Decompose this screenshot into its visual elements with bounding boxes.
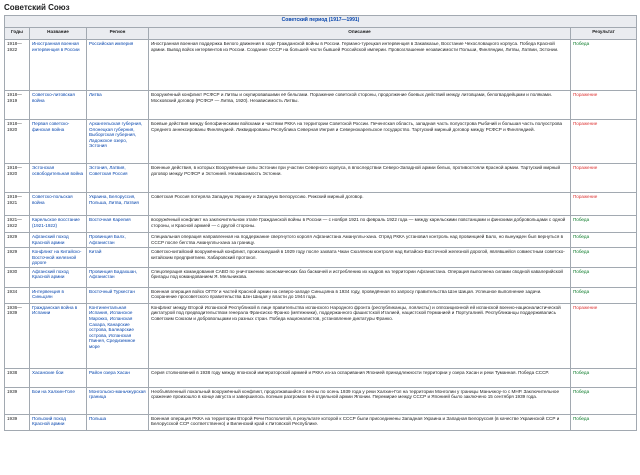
row-region-link[interactable]: Эстония, Латвия, Советская Россия bbox=[87, 164, 149, 193]
row-years: 1918—1920 bbox=[5, 164, 30, 193]
row-region-link[interactable]: Восточная Карелия bbox=[87, 216, 149, 233]
row-region-link[interactable]: Китай bbox=[87, 248, 149, 268]
row-result: Поражение bbox=[571, 303, 637, 368]
row-name-link[interactable]: Бои на Халхин-Голе bbox=[30, 387, 87, 414]
period-header bbox=[5, 16, 637, 28]
row-result: Поражение bbox=[571, 120, 637, 164]
period-title-link[interactable]: Советский период (1917—1991) bbox=[281, 17, 360, 23]
row-description: Специальная операция направленная на поддержание свергнутого короля Афганистана Амануллы-хана. Отряд РККА установил контроль над провинцией Балх, но вынужден был вернуться в СССР после бегства Амануллы-хана за границу. bbox=[149, 233, 571, 248]
row-years: 1938 bbox=[5, 368, 30, 387]
table-row bbox=[5, 120, 637, 164]
row-name-link[interactable]: Эстонская освободительная война bbox=[30, 164, 87, 193]
row-region-link[interactable]: Район озера Хасан bbox=[87, 368, 149, 387]
row-years: 1921—1922 bbox=[5, 216, 30, 233]
row-result: Победа bbox=[571, 40, 637, 91]
row-description: Советско-китайский вооружённый конфликт, произошедший в 1929 году после захвата Чжан Сюэляном контроля над Китайско-Восточной железной дорогой, являвшейся совместным советско-китайским предприятием. Хабаровский протокол. bbox=[149, 248, 571, 268]
wars-table bbox=[4, 15, 637, 431]
row-description: Советская Россия потеряла Западную Украину и Западную Белоруссию. Рижский мирный договор. bbox=[149, 193, 571, 216]
header-years[interactable]: Годы bbox=[5, 28, 30, 40]
row-result: Поражение bbox=[571, 91, 637, 120]
row-name-link[interactable]: Советско-литовская война bbox=[30, 91, 87, 120]
row-name-link[interactable]: Гражданская война в Испании bbox=[30, 303, 87, 368]
row-region-link[interactable]: Континентальная Испания, Испанское Марокко, Испанская Сахара, Канарские острова, Балеарские острова, Испанская Гвинея, Средиземное море bbox=[87, 303, 149, 368]
row-years: 1918—1919 bbox=[5, 91, 30, 120]
table-row bbox=[5, 233, 637, 248]
table-row bbox=[5, 387, 637, 414]
row-region-link[interactable]: Архангельская губерния, Олонецкая губерния, Выборгская губерния, Ладожское озеро, Эстония bbox=[87, 120, 149, 164]
row-name-link[interactable]: Афганский поход Красной армии bbox=[30, 267, 87, 287]
row-name-link[interactable]: Хасанские бои bbox=[30, 368, 87, 387]
table-row bbox=[5, 216, 637, 233]
table-row bbox=[5, 414, 637, 430]
row-name-link[interactable]: Карельское восстание (1921-1922) bbox=[30, 216, 87, 233]
row-region-link[interactable]: Российская империя bbox=[87, 40, 149, 91]
row-result: Победа bbox=[571, 233, 637, 248]
table-body bbox=[5, 40, 637, 431]
row-years: 1929 bbox=[5, 248, 30, 268]
row-result: Победа bbox=[571, 248, 637, 268]
row-years: 1918—1920 bbox=[5, 120, 30, 164]
table-row bbox=[5, 267, 637, 287]
row-description: Боевые действия между белофиннскими войсками и частями РККА на территории Советской России. Печенгская область, западная часть полуострова Рыбачий и большая часть полуострова Среднего аннексированы Финляндией. Ликвидированы Республика Северная Ингрия и Севернокарельское государство. Тартуский мирный договор между РСФСР и Финляндией. bbox=[149, 120, 571, 164]
row-years: 1918—1922 bbox=[5, 40, 30, 91]
row-description: Спецоперация командования САВО по уничтожению экономических баз басмачей и истреблению их кадров на территории Афганистана. Операция выполнена силами сводной кавалерийской бригады под командованием Я. Мельникова. bbox=[149, 267, 571, 287]
row-years: 1934 bbox=[5, 287, 30, 303]
header-description[interactable]: Описание bbox=[149, 28, 571, 40]
row-description: Вооружённый конфликт РСФСР и Литвы и окупировавшими её бельгами. Поражение советской стороны, продолжение боевых действий между литовцами, белогвардейцами и поляками. Московский договор (РСФСР — Литва, 1920). Независимость Литвы. bbox=[149, 91, 571, 120]
page-title: Советский Союз bbox=[4, 3, 70, 12]
row-name-link[interactable]: Конфликт на Китайско-Восточной железной дороге bbox=[30, 248, 87, 268]
row-region-link[interactable]: Восточный Туркестан bbox=[87, 287, 149, 303]
row-description: Иностранная военная поддержка Белого движения в ходе Гражданской войны в России. Германо-турецкая интервенция в Закавказье, Восстание Чехословацкого корпуса. Победа Красной армии. Вывод войск интервентов из России. Создание СССР на большей части бывшей Российской империи. Провозглашение независимости Польши, Финляндии, Литвы, Латвии, Эстонии. bbox=[149, 40, 571, 91]
row-years: 1930 bbox=[5, 267, 30, 287]
row-name-link[interactable]: Польский поход Красной армии bbox=[30, 414, 87, 430]
row-years: 1936—1939 bbox=[5, 303, 30, 368]
table-row bbox=[5, 248, 637, 268]
row-result: Поражение bbox=[571, 193, 637, 216]
table-row bbox=[5, 303, 637, 368]
row-description: Военная операция РККА на территории Второй Речи Посполитой, в результате которой к СССР были присоединены Западная Украина и Западная Белоруссия (в качестве Украинской ССР и Белорусской ССР соответственно) и Виленский край к Литовской Республике. bbox=[149, 414, 571, 430]
row-result: Победа bbox=[571, 216, 637, 233]
row-description: вооружённый конфликт на заключительном этапе Гражданской войны в России — с ноября 1921 по февраль 1922 года — между карельскими повстанцами и финскими добровольцами с одной стороны, и Красной армией — с другой стороны. bbox=[149, 216, 571, 233]
row-name-link[interactable]: Афганский поход Красной армии bbox=[30, 233, 87, 248]
table-row bbox=[5, 164, 637, 193]
row-name-link[interactable]: Иностранная военная интервенция в России bbox=[30, 40, 87, 91]
row-description: Необъявленный локальный вооружённый конфликт, продолжавшийся с весны по осень 1939 года у реки Халхин-Гол на территории Монголии у границы Маньчжоу-го с МНР. Заключительное сражение произошло в конце августа и завершилось полным разгромом 6-й отдельной армии Японии. Перемирие между СССР и Японией было заключено 15 сентября 1939 года. bbox=[149, 387, 571, 414]
row-name-link[interactable]: Интервенция в Синьцзян bbox=[30, 287, 87, 303]
row-result: Поражение bbox=[571, 164, 637, 193]
row-description: Военные действия, в которых Вооружённые силы Эстонии при участии Северного корпуса, в впоследствии Северо-Западной армии белых, противостояли Красной армии. Тартуский мирный договор между РСФСР и Эстонией. Независимость Эстонии. bbox=[149, 164, 571, 193]
row-region-link[interactable]: Провинция Балх, Афганистан bbox=[87, 233, 149, 248]
header-name[interactable]: Название bbox=[30, 28, 87, 40]
row-region-link[interactable]: Провинция Бадахшан, Афганистан bbox=[87, 267, 149, 287]
header-region[interactable]: Регион bbox=[87, 28, 149, 40]
row-result: Победа bbox=[571, 267, 637, 287]
row-region-link[interactable]: Украина, Белоруссия, Польша, Литва, Латвия bbox=[87, 193, 149, 216]
row-name-link[interactable]: Первая советско-финская война bbox=[30, 120, 87, 164]
row-years: 1939 bbox=[5, 387, 30, 414]
row-years: 1939 bbox=[5, 414, 30, 430]
row-result: Победа bbox=[571, 387, 637, 414]
row-description: Серия столкновений в 1938 году между японской императорской армией и РККА из-за оспаривания Японией принадлежности территории у озера Хасан и реки Туманная. Победа СССР. bbox=[149, 368, 571, 387]
row-region-link[interactable]: Монгольско-маньчжурская граница bbox=[87, 387, 149, 414]
table-row bbox=[5, 368, 637, 387]
table-row bbox=[5, 193, 637, 216]
row-description: Конфликт между Второй Испанской Республикой в лице правительства испанского Народного фронта (республиканцы, лоялисты) и оппозиционной ей испанской военно-националистической диктатурой под предводительством генерала Франсиско Франко (мятежники), поддержанного фашистской Италией, нацистской Германией и Португалией. Республиканцы поддерживались Советским Союзом и добровольцами из разных стран. Победа националистов, установление диктатуры Франко. bbox=[149, 303, 571, 368]
column-headers bbox=[5, 28, 637, 40]
row-years: 1929 bbox=[5, 233, 30, 248]
row-name-link[interactable]: Советско-польская война bbox=[30, 193, 87, 216]
row-result: Победа bbox=[571, 414, 637, 430]
row-result: Победа bbox=[571, 368, 637, 387]
table-row bbox=[5, 287, 637, 303]
row-description: Военная операция войск ОГПУ и частей Красной армии на северо-западе Синьцзяна в 1934 году, проведённая по запросу правительства Шэн Шицая. Успешное выполнение задачи. Сохранение просоветского правительства Шэн Шицая у власти до 1944 года. bbox=[149, 287, 571, 303]
row-region-link[interactable]: Польша bbox=[87, 414, 149, 430]
row-result: Победа bbox=[571, 287, 637, 303]
header-result[interactable]: Результат bbox=[571, 28, 637, 40]
table-row bbox=[5, 40, 637, 91]
row-region-link[interactable]: Литва bbox=[87, 91, 149, 120]
table-row bbox=[5, 91, 637, 120]
row-years: 1919—1921 bbox=[5, 193, 30, 216]
